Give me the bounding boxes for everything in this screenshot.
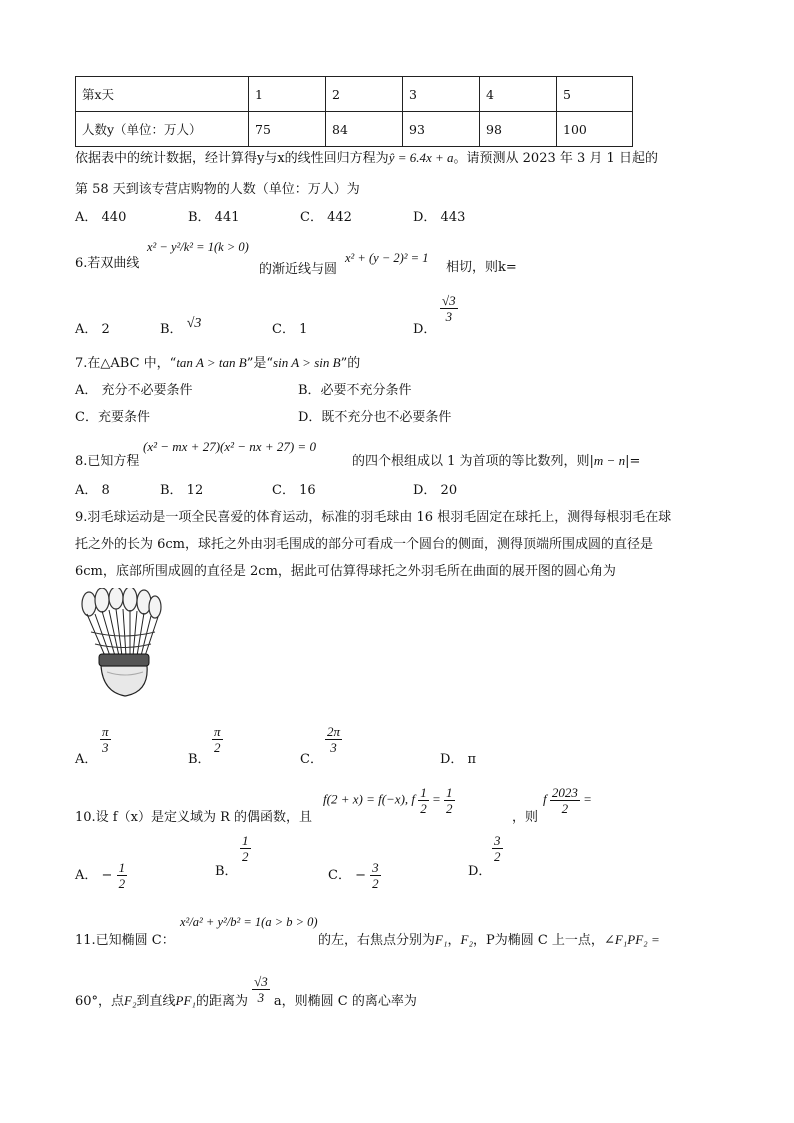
q8-equation: (x² − mx + 27)(x² − nx + 27) = 0 (143, 439, 316, 454)
focus-f2: F₂ (124, 993, 137, 1008)
text: ”的 (340, 356, 361, 371)
q4-option-d: D． 443 (413, 210, 466, 225)
q11-line2 (75, 974, 417, 1017)
q9-line3: 6cm，底部所围成圆的直径是 2cm，据此可估算得球托之外羽毛所在曲面的展开图的圆心角为 (75, 564, 616, 579)
q4-option-c: C． 442 (300, 210, 352, 225)
q4-line1 (75, 147, 658, 166)
denominator: 3 (445, 309, 453, 324)
q7-option-d: D．既不充分也不必要条件 (298, 410, 452, 425)
q8-option-c: C． 16 (272, 483, 316, 498)
angle-expression: ∠F₁PF₂ = (603, 932, 660, 947)
q10-suffix: ，则 (512, 810, 539, 825)
q6-circle: x² + (y − 2)² = 1 (345, 251, 429, 265)
denominator: 3 (257, 990, 265, 1005)
minus-sign: − (101, 868, 113, 883)
denominator: 2 (372, 876, 379, 891)
q7-option-b: B．必要不充分条件 (298, 383, 412, 398)
label: C． (328, 868, 351, 883)
q8-option-a: A． 8 (75, 483, 110, 498)
q10-option-d-label: D． (468, 864, 492, 879)
text: 的左，右焦点分别为 (318, 933, 436, 948)
q9-option-a-label: A． (75, 752, 98, 767)
q9-option-c-fraction (325, 724, 342, 755)
table-cell: 100 (557, 112, 633, 147)
q9-option-d: D． π (440, 752, 477, 767)
text: ， (447, 933, 461, 948)
q7-line (75, 352, 360, 371)
text: 到直线 (136, 994, 176, 1009)
text: 。请预测从 2023 年 3 月 1 日起的 (453, 151, 658, 166)
abs-expression: m − n (593, 453, 626, 468)
table-cell: 93 (403, 112, 480, 147)
q6-option-a: A． 2 (75, 322, 110, 337)
q7-option-a: A． 充分不必要条件 (75, 383, 193, 398)
table-cell: 2 (326, 77, 403, 112)
denominator: 3 (330, 740, 337, 755)
q4-option-b: B． 441 (188, 210, 240, 225)
denominator: 2 (118, 876, 126, 891)
table-cell: 1 (249, 77, 326, 112)
table-cell: 人数y（单位：万人） (76, 112, 249, 147)
label: B． (160, 322, 183, 337)
q8-suffix (352, 450, 640, 469)
denominator: 2 (242, 849, 249, 864)
q7-option-c: C．充要条件 (75, 410, 150, 425)
line-pf1: PF₁ (175, 993, 196, 1008)
half-fraction-value (444, 785, 455, 816)
condition-tan: tan A > tan B (176, 355, 247, 370)
numerator: π (214, 724, 221, 739)
q6-option-d-fraction (440, 293, 458, 324)
q10-option-a (75, 860, 127, 891)
denominator: 2 (420, 801, 427, 816)
table-row (76, 112, 633, 147)
distance-fraction (252, 974, 270, 1005)
q9-option-b-label: B． (188, 752, 211, 767)
q10-condition (323, 785, 455, 816)
table-cell: 3 (403, 77, 480, 112)
sqrt3: √3 (186, 316, 202, 331)
q6-hyperbola: x² − y²/k² = 1(k > 0) (147, 240, 249, 254)
function-f: f (543, 791, 547, 807)
q11-prefix: 11.已知椭圆 C： (75, 933, 175, 948)
numerator: 2π (327, 724, 341, 739)
q6-suffix: 相切，则k= (446, 260, 517, 275)
q6-mid: 的渐近线与圆 (259, 262, 338, 277)
denominator: 2 (561, 801, 569, 816)
minus-sign: − (355, 868, 366, 883)
target-fraction (550, 785, 580, 816)
q4-line2: 第 58 天到该专营店购物的人数（单位：万人）为 (75, 182, 360, 197)
numerator: √3 (254, 974, 268, 989)
q9-line2: 托之外的长为 6cm，球托之外由羽毛围成的部分可看成一个圆台的侧面，测得顶端所围成圆的直径是 (75, 537, 654, 552)
shuttlecock-image (75, 588, 165, 710)
q9-option-b-fraction (212, 724, 223, 755)
equals: = (432, 791, 441, 807)
q10-option-d-fraction (492, 833, 503, 864)
table-cell: 第x天 (76, 77, 249, 112)
text: a，则椭圆 C 的离心率为 (273, 994, 417, 1009)
denominator: 3 (102, 740, 109, 755)
numerator: 3 (372, 860, 379, 875)
denominator: 2 (446, 801, 453, 816)
q6-option-b (160, 318, 201, 338)
regression-equation: ŷ = 6.4x + a (388, 150, 454, 165)
numerator: 1 (118, 860, 126, 875)
label: A． (75, 868, 98, 883)
table-cell: 84 (326, 112, 403, 147)
q10-option-b-label: B． (215, 864, 238, 879)
q8-prefix: 8.已知方程 (75, 454, 140, 469)
q8-option-d: D． 20 (413, 483, 458, 498)
stat-table (75, 76, 633, 147)
fraction (117, 860, 128, 891)
numerator: √3 (442, 293, 456, 308)
text: 7.在△ABC 中，“ (75, 356, 177, 371)
q10-option-c (328, 860, 381, 891)
numerator: 1 (446, 785, 453, 800)
q6-option-d-label: D． (413, 322, 437, 337)
q9-option-c-label: C． (300, 752, 323, 767)
table-cell: 5 (557, 77, 633, 112)
half-fraction (418, 785, 429, 816)
focus-f1: F₁ (435, 932, 448, 947)
q10-target (543, 785, 592, 816)
q6-prefix: 6.若双曲线 (75, 256, 140, 271)
q6-option-c: C． 1 (272, 322, 308, 337)
q10-option-b-fraction (240, 833, 251, 864)
numerator: 2023 (551, 785, 578, 800)
table-cell: 4 (480, 77, 557, 112)
condition-sin: sin A > sin B (273, 355, 341, 370)
numerator: π (102, 724, 109, 739)
text: |= (625, 454, 641, 469)
text: 的距离为 (195, 994, 248, 1009)
denominator: 2 (494, 849, 501, 864)
equals: = (583, 791, 592, 807)
table-cell: 98 (480, 112, 557, 147)
numerator: 1 (242, 833, 249, 848)
denominator: 2 (214, 740, 221, 755)
q11-mid (318, 929, 660, 948)
q11-ellipse: x²/a² + y²/b² = 1(a > b > 0) (180, 915, 318, 929)
numerator: 3 (494, 833, 501, 848)
text: 60°，点 (75, 994, 125, 1009)
fraction (370, 860, 381, 891)
q9-option-a-fraction (100, 724, 111, 755)
numerator: 1 (420, 785, 427, 800)
q10-prefix: 10.设 f（x）是定义域为 R 的偶函数，且 (75, 810, 313, 825)
q8-option-b: B． 12 (160, 483, 204, 498)
q4-option-a: A． 440 (75, 210, 127, 225)
text: ”是“ (246, 356, 274, 371)
table-cell: 75 (249, 112, 326, 147)
text: ，P为椭圆 C 上一点， (472, 933, 604, 948)
table-row (76, 77, 633, 112)
focus-f2: F₂ (460, 932, 473, 947)
text: 的四个根组成以 1 为首项的等比数列，则| (352, 454, 594, 469)
q9-line1: 9.羽毛球运动是一项全民喜爱的体育运动，标准的羽毛球由 16 根羽毛固定在球托上，测得每根羽毛在球 (75, 510, 672, 525)
text: 依据表中的统计数据，经计算得y与x的线性回归方程为 (75, 151, 389, 166)
condition: f(2 + x) = f(−x), f (323, 791, 416, 807)
